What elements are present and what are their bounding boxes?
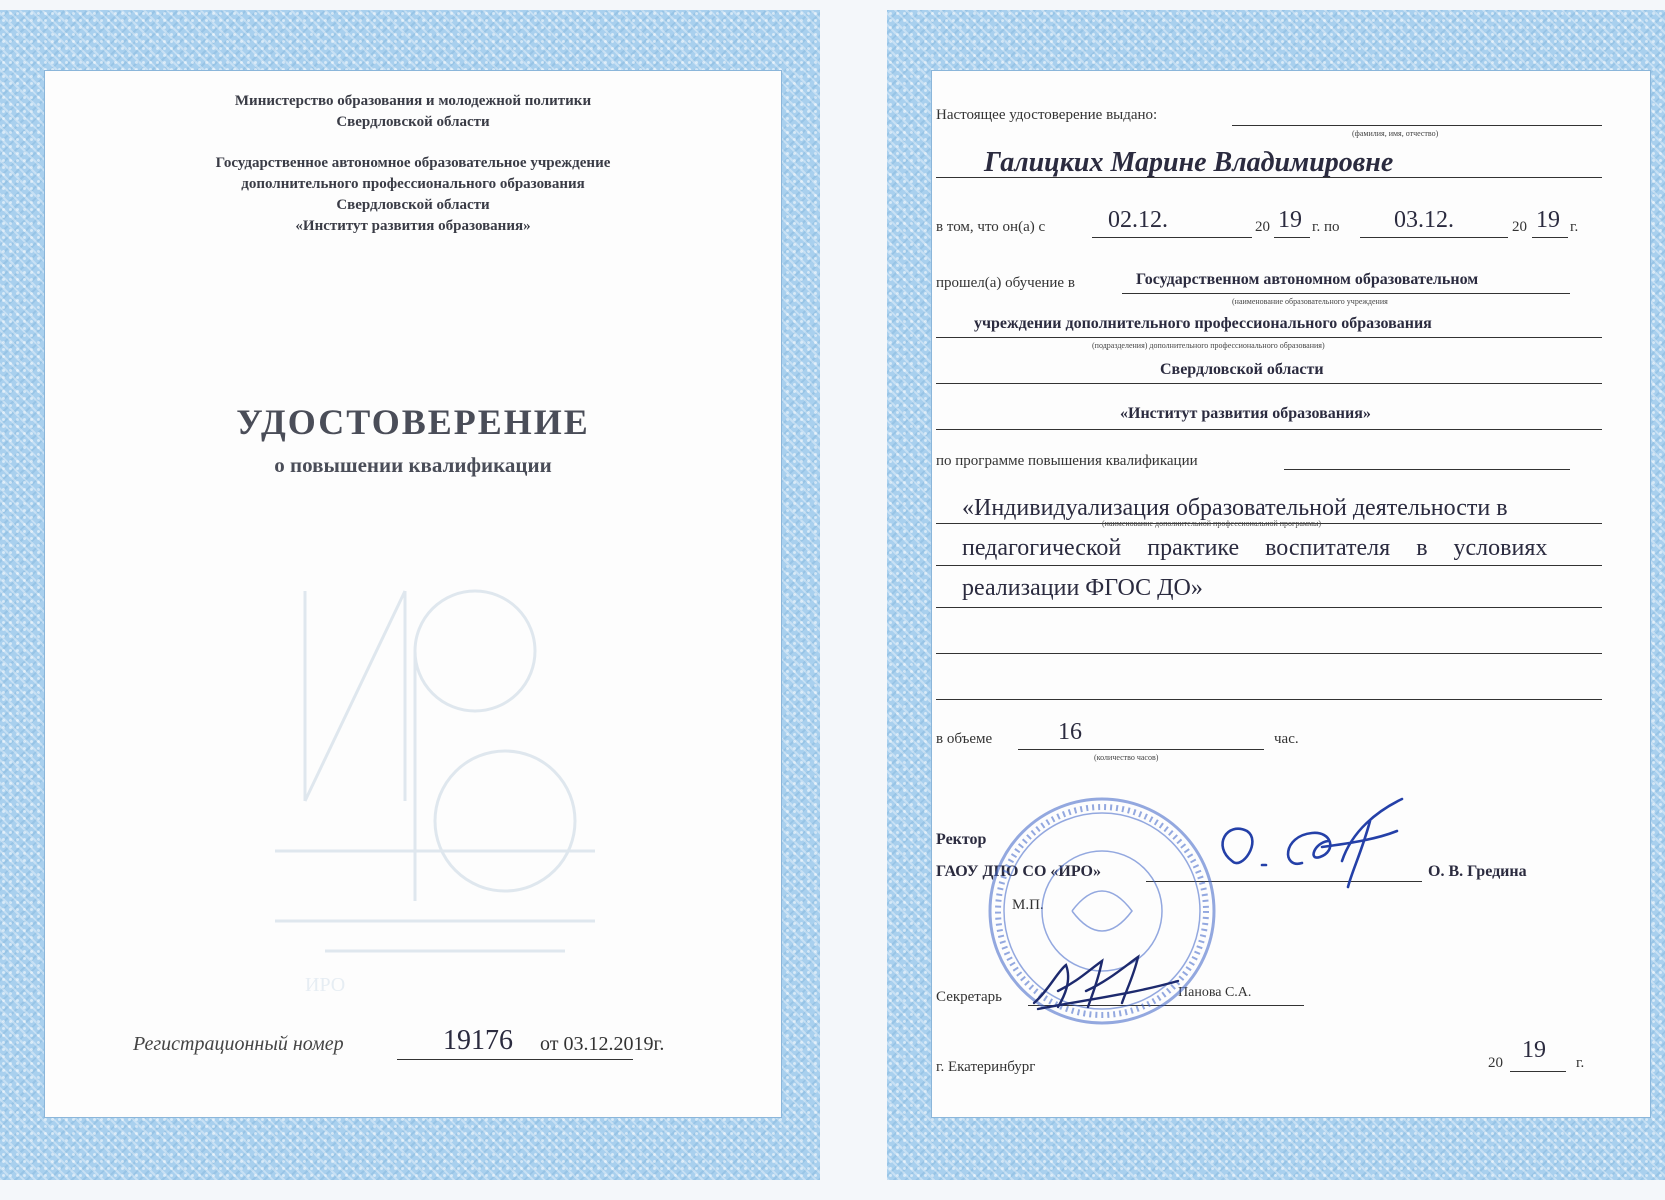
program-underline-2 — [936, 565, 1602, 566]
year-to: 19 — [1536, 207, 1560, 233]
issued-underline — [1232, 125, 1602, 126]
to-label: г. по — [1312, 219, 1340, 235]
certificate-subtitle: о повышении квалификации — [274, 453, 552, 477]
city: г. Екатеринбург — [936, 1059, 1036, 1075]
rector-signature — [1202, 791, 1412, 891]
footer-year-prefix: 20 — [1488, 1055, 1503, 1071]
institution-line-1: Государственном автономном образовательном — [1136, 271, 1479, 288]
year-from: 19 — [1278, 207, 1302, 233]
ministry-name — [45, 91, 781, 133]
registration-underline — [397, 1059, 633, 1060]
program-line-3: реализации ФГОС ДО» — [962, 575, 1203, 601]
year-prefix-1: 20 — [1255, 219, 1270, 235]
cover-inner-panel — [44, 70, 782, 1118]
program-line-1: «Индивидуализация образовательной деятельности в — [962, 495, 1508, 521]
institution-hint-2: (подразделения) дополнительного профессионального образования) — [1092, 341, 1325, 350]
content-inner-panel — [931, 70, 1651, 1118]
hours-value: 16 — [1058, 719, 1082, 745]
program-line-2: педагогической практике воспитателя в условиях — [962, 535, 1548, 561]
certificate-title: УДОСТОВЕРЕНИЕ — [236, 402, 590, 442]
hours-hint: (количество часов) — [1094, 753, 1159, 762]
svg-text:ИРО: ИРО — [305, 974, 346, 996]
institution-line-2: учреждении дополнительного профессионального образования — [974, 315, 1432, 332]
iro-watermark-logo — [265, 521, 605, 1001]
secretary-signature — [1028, 951, 1188, 1021]
seal-label: М.П. — [1012, 897, 1044, 913]
program-underline-5 — [936, 699, 1602, 700]
certificate-content-page — [887, 10, 1665, 1180]
certificate-cover-page — [0, 10, 820, 1180]
institution-line-1: Государственное автономное образовательное учреждение — [215, 155, 611, 171]
program-label: по программе повышения квалификации — [936, 453, 1198, 469]
rector-title: Ректор — [936, 831, 987, 848]
date-from-underline — [1092, 237, 1252, 238]
volume-label: в объеме — [936, 731, 993, 747]
period-prefix: в том, что он(а) с — [936, 219, 1046, 235]
institution-line-3: Свердловской области — [1160, 361, 1324, 378]
registration-date: от 03.12.2019г. — [540, 1033, 665, 1055]
date-to-underline — [1360, 237, 1508, 238]
rector-name: О. В. Гредина — [1428, 863, 1527, 880]
recipient-name: Галицких Марине Владимировне — [984, 147, 1394, 178]
issued-label: Настоящее удостоверение выдано: — [936, 107, 1158, 123]
secretary-name: Панова С.А. — [1178, 985, 1252, 1000]
hours-underline — [1018, 749, 1264, 750]
registration-label: Регистрационный номер — [133, 1033, 344, 1055]
name-hint: (фамилия, имя, отчество) — [1352, 129, 1439, 138]
ministry-line-1: Министерство образования и молодежной политики — [234, 93, 592, 109]
program-hint: (наименование дополнительной профессиональной программы) — [1102, 519, 1322, 528]
ministry-line-2: Свердловской области — [336, 114, 490, 130]
inst-underline-1 — [1122, 293, 1570, 294]
program-underline-4 — [936, 653, 1602, 654]
institution-line-4: «Институт развития образования» — [1120, 405, 1371, 422]
institution-line-3: Свердловской области — [336, 197, 490, 213]
program-underline-3 — [936, 607, 1602, 608]
rector-organization: ГАОУ ДПО СО «ИРО» — [936, 863, 1101, 880]
footer-year-underline — [1510, 1071, 1566, 1072]
program-label-underline — [1284, 469, 1570, 470]
institution-name — [45, 153, 781, 237]
year-prefix-2: 20 — [1512, 219, 1527, 235]
date-from: 02.12. — [1108, 207, 1168, 233]
year-from-underline — [1274, 237, 1310, 238]
footer-year-suffix: г. — [1576, 1055, 1585, 1071]
institution-hint-1: (наименование образовательного учреждения — [1232, 297, 1388, 306]
trained-label: прошел(а) обучение в — [936, 275, 1075, 291]
institution-line-4: «Институт развития образования» — [295, 218, 531, 234]
secretary-label: Секретарь — [936, 989, 1003, 1005]
inst-underline-4 — [936, 429, 1602, 430]
registration-number: 19176 — [443, 1025, 513, 1056]
institution-line-2: дополнительного профессионального образования — [241, 176, 585, 192]
year-to-underline — [1532, 237, 1568, 238]
date-to: 03.12. — [1394, 207, 1454, 233]
hours-unit: час. — [1274, 731, 1299, 747]
inst-underline-2 — [936, 337, 1602, 338]
year-suffix: г. — [1570, 219, 1579, 235]
inst-underline-3 — [936, 383, 1602, 384]
footer-year: 19 — [1522, 1037, 1546, 1063]
